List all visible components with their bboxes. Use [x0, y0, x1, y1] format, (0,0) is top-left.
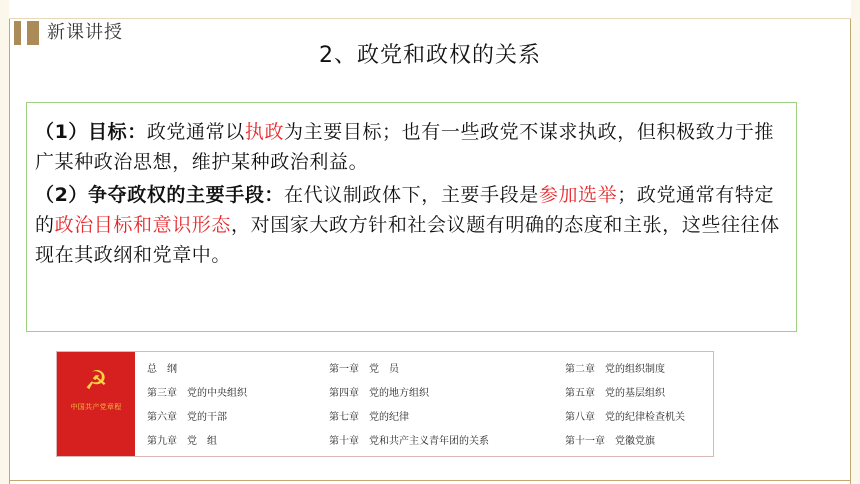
toc-entry: 第五章 党的基层组织 — [565, 388, 665, 399]
charter-cover — [57, 352, 135, 456]
goal-text-1: 政党通常以 — [146, 121, 245, 143]
frame-left-strip — [0, 0, 9, 484]
toc-entry: 第一章 党 员 — [329, 364, 399, 375]
toc-entry: 第十章 党和共产主义青年团的关系 — [329, 436, 489, 447]
means-text-3: ，对国家大政方针和社会议题有明确的态度和主张，这些往往体现在其政纲和党章中。 — [35, 214, 780, 266]
frame-bottom-line — [9, 480, 851, 481]
hammer-sickle-icon: ☭ — [84, 366, 108, 396]
goal-text-2: 为主要目标；也有一些政党不谋求执政，但积极致力于推广某种政治思想，维护某种政治利益。 — [35, 121, 775, 173]
goal-highlight: 执政 — [244, 121, 285, 143]
section-label: 新课讲授 — [47, 22, 123, 43]
toc-entry: 第七章 党的纪律 — [329, 412, 409, 423]
paragraph-means — [35, 180, 786, 270]
means-highlight-1: 参加选举 — [538, 184, 618, 206]
means-lead: （2）争夺政权的主要手段： — [35, 184, 285, 206]
means-highlight-2: 政治目标和意识形态 — [54, 214, 232, 236]
paragraph-goal — [35, 117, 786, 177]
frame-left-line — [9, 18, 10, 484]
toc-entry: 第十一章 党徽党旗 — [565, 436, 655, 447]
toc-entry: 第四章 党的地方组织 — [329, 388, 429, 399]
frame-top-line — [9, 18, 851, 19]
toc-entry: 第二章 党的组织制度 — [565, 364, 665, 375]
toc-entry: 第八章 党的纪律检查机关 — [565, 412, 685, 423]
toc-entry: 第九章 党 组 — [147, 436, 217, 447]
party-charter-image — [56, 351, 714, 457]
goal-lead: （1）目标： — [35, 121, 147, 143]
charter-cover-title: 中国共产党章程 — [70, 403, 122, 411]
slide-title: 2、政党和政权的关系 — [319, 43, 541, 68]
toc-entry: 第六章 党的干部 — [147, 412, 227, 423]
means-text-2: ；政党通常有特定的 — [35, 184, 775, 236]
content-box — [26, 102, 797, 332]
frame-right-strip — [851, 0, 860, 484]
toc-entry: 第三章 党的中央组织 — [147, 388, 247, 399]
frame-right-line — [850, 18, 851, 484]
means-text-1: 在代议制政体下，主要手段是 — [284, 184, 539, 206]
toc-entry: 总 纲 — [147, 364, 177, 375]
